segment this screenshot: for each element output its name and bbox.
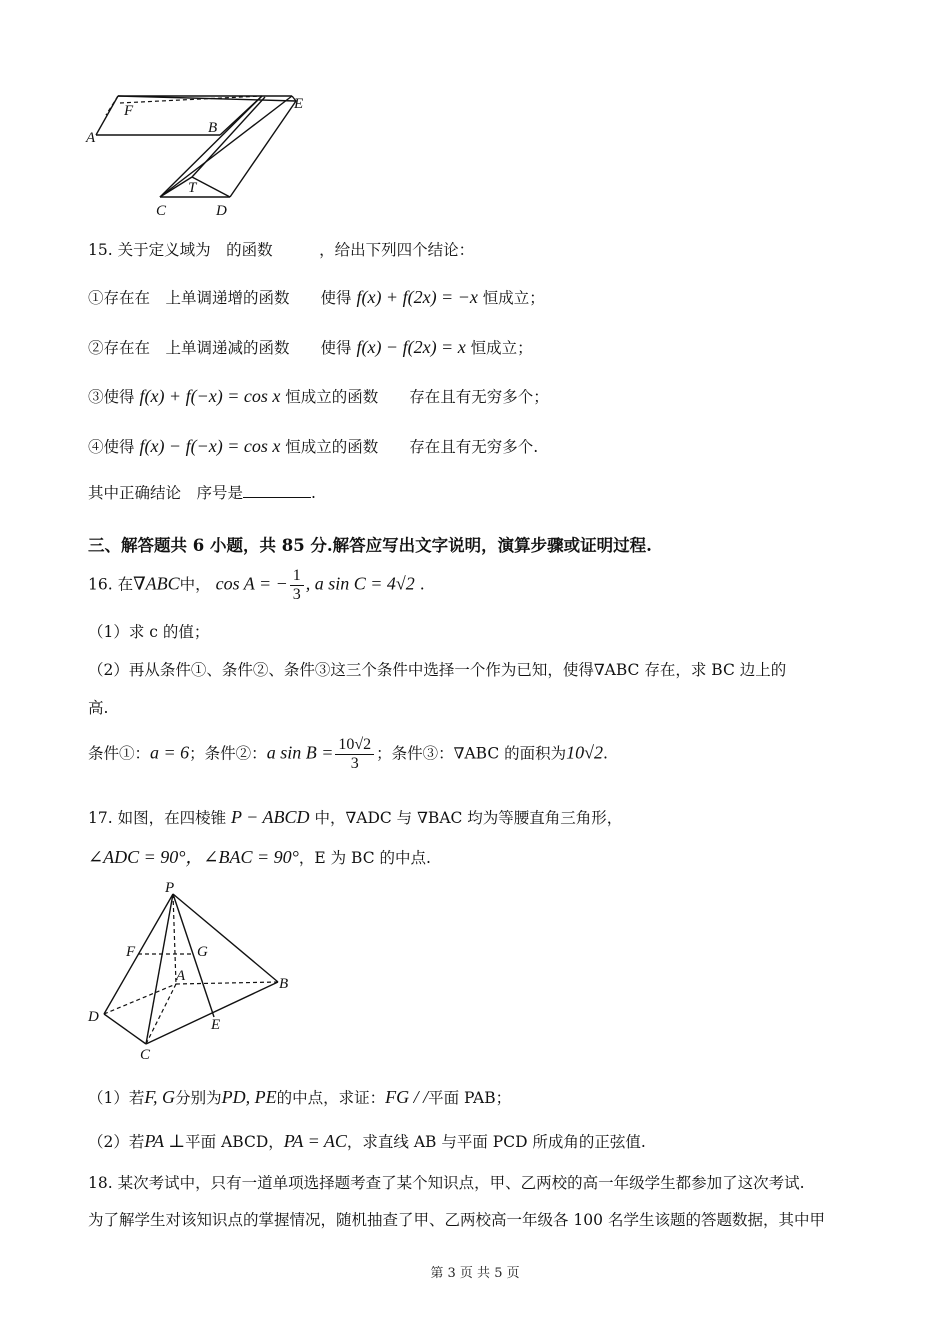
q16-cond2-math: a sin B = xyxy=(266,742,334,763)
figure-pyramid xyxy=(80,876,305,1066)
figure-prism xyxy=(80,85,340,220)
q17-p1-math3: FG / / xyxy=(385,1087,429,1107)
q16-cond3-math: 10√2 xyxy=(566,742,603,763)
label-A: A xyxy=(176,968,186,984)
q15-c4-text: ④使得 xyxy=(88,438,135,456)
q15-conclusion-3 xyxy=(88,385,549,407)
q17-p1c: 的中点，求证： xyxy=(276,1089,386,1107)
q15-c1-math: f(x) + f(2x) = −x xyxy=(356,287,478,307)
q17-p1d: 平面 PAB； xyxy=(428,1089,512,1107)
q15-c3-math: f(x) + f(−x) = cos x xyxy=(139,386,281,406)
q16-stem xyxy=(88,567,425,604)
q15-answer-suffix: . xyxy=(311,484,316,502)
q15-c2-tail: 恒成立； xyxy=(470,339,533,357)
q17-p2a: （2）若 xyxy=(88,1133,145,1151)
label-D: D xyxy=(216,203,227,219)
label-T: T xyxy=(188,180,197,196)
q16-cond2-fraction xyxy=(335,736,374,773)
q16-cond1: 条件①： xyxy=(88,744,151,763)
q15-c4-tail: 恒成立的函数 存在且有无穷多个. xyxy=(285,438,539,456)
q16-fraction xyxy=(290,567,304,604)
q16-cos: cos A = − xyxy=(215,573,288,594)
q16-prefix: 16. 在 xyxy=(88,575,134,594)
q18-line1: 18. 某次考试中，只有一道单项选择题考查了某个知识点，甲、乙两校的高一年级学生都参加了这次考试. xyxy=(88,1174,805,1192)
q15-answer xyxy=(88,481,316,503)
q16-triangle: ∇ABC xyxy=(133,573,180,594)
label-F: F xyxy=(124,103,134,119)
q17-l1a: 17. 如图，在四棱锥 xyxy=(88,809,227,827)
q16-part2-line1: （2）再从条件①、条件②、条件③这三个条件中选择一个作为已知，使得∇ABC 存在，求 BC 边上的 xyxy=(88,661,787,679)
q17-stem-1 xyxy=(88,806,622,828)
q16-mid: 中， xyxy=(179,575,211,594)
q15-c3-text: ③使得 xyxy=(88,388,135,406)
q16-cond-end: . xyxy=(603,744,608,763)
label-C: C xyxy=(140,1047,151,1063)
q17-l2b: ，E 为 BC 的中点. xyxy=(298,849,431,867)
q16-cond3: ；条件③：∇ABC 的面积为 xyxy=(376,744,567,763)
q15-conclusion-1 xyxy=(88,286,545,308)
q17-p1b: 分别为 xyxy=(175,1089,222,1107)
section-3-heading: 三、解答题共 6 小题，共 85 分.解答应写出文字说明，演算步骤或证明过程. xyxy=(88,536,652,555)
q17-p2-math: PA ⊥ xyxy=(144,1131,186,1151)
q17-p1-math: F, G xyxy=(144,1087,176,1107)
label-B: B xyxy=(279,976,289,992)
q15-conclusion-4 xyxy=(88,435,538,457)
q15-c4-math: f(x) − f(−x) = cos x xyxy=(139,436,281,456)
q17-p1a: （1）若 xyxy=(88,1089,145,1107)
q15-c1-text: ①存在在 上单调递增的函数 使得 xyxy=(88,289,352,307)
q17-part1 xyxy=(88,1086,511,1108)
page-footer: 第 3 页 共 5 页 xyxy=(430,1266,520,1281)
label-F: F xyxy=(126,944,136,960)
q16-part1: （1）求 c 的值； xyxy=(88,623,210,641)
q16-part2-line2: 高. xyxy=(88,699,109,717)
q15-c2-math: f(x) − f(2x) = x xyxy=(356,337,466,357)
q16-end: . xyxy=(419,575,425,594)
label-E: E xyxy=(211,1017,221,1033)
q17-part2 xyxy=(88,1130,646,1152)
q16-cond1-math: a = 6 xyxy=(150,742,190,763)
q16-cond2: ；条件②： xyxy=(189,744,267,763)
q16-asinC: , a sin C = 4√2 xyxy=(305,573,415,594)
q16-frac-den: 3 xyxy=(292,586,301,603)
label-P: P xyxy=(165,880,175,896)
label-D: D xyxy=(88,1009,99,1025)
q17-p2-math2: PA = AC xyxy=(283,1131,347,1151)
q17-p1-math2: PD, PE xyxy=(221,1087,277,1107)
q17-stem-2 xyxy=(88,843,431,869)
q15-c3-tail: 恒成立的函数 存在且有无穷多个； xyxy=(285,388,549,406)
q18-line2: 为了解学生对该知识点的掌握情况，随机抽查了甲、乙两校高一年级各 100 名学生该题的答题数据，其中甲 xyxy=(88,1211,825,1229)
answer-blank xyxy=(243,483,311,498)
q15-intro: 15. 关于定义域为 的函数 ，给出下列四个结论： xyxy=(88,241,475,259)
q16-conditions xyxy=(88,736,608,773)
q15-c2-text: ②存在在 上单调递减的函数 使得 xyxy=(88,339,352,357)
label-A: A xyxy=(86,130,96,146)
q17-p2b: 平面 ABCD， xyxy=(185,1133,284,1151)
q17-l1-math: P − ABCD xyxy=(231,807,310,827)
q15-c1-tail: 恒成立； xyxy=(482,289,545,307)
label-B: B xyxy=(208,120,218,136)
q16-cond2-den: 3 xyxy=(350,755,359,772)
label-G: G xyxy=(197,944,208,960)
q17-p2c: ，求直线 AB 与平面 PCD 所成角的正弦值. xyxy=(346,1133,646,1151)
q17-l2-math: ∠ADC = 90°，∠BAC = 90° xyxy=(88,847,299,867)
q16-cond2-num: 10√2 xyxy=(335,736,374,755)
q15-answer-prefix: 其中正确结论 序号是 xyxy=(88,484,244,502)
q15-conclusion-2 xyxy=(88,336,533,358)
label-E: E xyxy=(294,96,304,112)
label-C: C xyxy=(156,203,167,219)
q17-l1b: 中，∇ADC 与 ∇BAC 均为等腰直角三角形， xyxy=(314,809,623,827)
q16-frac-num: 1 xyxy=(290,567,304,586)
